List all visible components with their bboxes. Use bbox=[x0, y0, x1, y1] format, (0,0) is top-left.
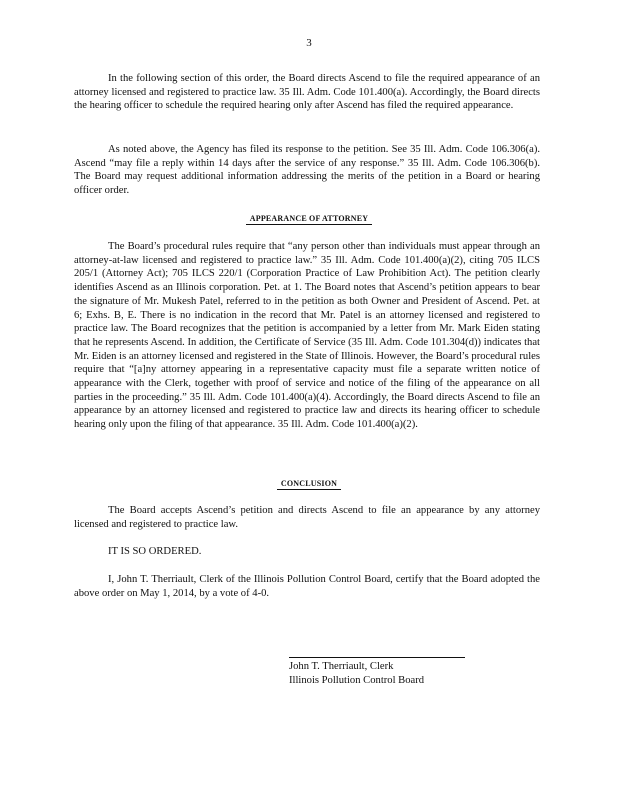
section-heading-conclusion bbox=[0, 479, 618, 488]
signature-organization: Illinois Pollution Control Board bbox=[289, 675, 425, 686]
signature-line bbox=[289, 657, 465, 658]
heading-text: APPEARANCE OF ATTORNEY bbox=[246, 214, 372, 225]
paragraph-procedural-rules: The Board’s procedural rules require that “any person other than individuals must appear through an attorney-at-law licensed and registered to practice law.” 35 Ill. Adm. Code 101.400(a)(2), citing 705 ILCS 205/1 (Attorney Act); 705 ILCS 220/1 (Corporation Practice of Law Prohibition Act). The petition clearly identifies Ascend as an Illinois corporation. Pet. at 1. The Board notes that Ascend’s petition appears to bear the signature of Mr. Mukesh Patel, referred to in the petition as both Owner and President of Ascend. Pet. at 6; Exhs. B, E. There is no indication in the record that Mr. Patel is an attorney licensed and registered to practice law. The Board recognizes that the petition is accompanied by a letter from Mr. Mark Eiden stating that he represents Ascend. In addition, the Certificate of Service (35 Ill. Adm. Code 101.304(d)) indicates that Mr. Eiden is an attorney licensed and registered in the State of Illinois. However, the Board’s procedural rules require that “[a]ny attorney appearing in a representative capacity must file a separate written notice of appearance with the Clerk, together with proof of service and notice of the filing of the appearance on all parties in the proceeding.” 35 Ill. Adm. Code 101.400(a)(4). Accordingly, the Board directs Ascend to file an appearance by an attorney licensed and registered to practice law and directs its hearing officer to schedule hearing only upon the filing of that appearance. 35 Ill. Adm. Code 101.400(a)(2). bbox=[74, 241, 540, 431]
page-number: 3 bbox=[306, 37, 312, 49]
paragraph-appearance-directive: In the following section of this order, the Board directs Ascend to file the required appearance of an attorney licensed and registered to practice law. 35 Ill. Adm. Code 101.400(a). Accordingly, the Board directs the hearing officer to schedule the required hearing only after Ascend has filed the required appearance. bbox=[74, 73, 540, 112]
paragraph-conclusion: The Board accepts Ascend’s petition and directs Ascend to file an appearance by any attorney licensed and registered to practice law. bbox=[74, 505, 540, 530]
so-ordered: IT IS SO ORDERED. bbox=[108, 546, 202, 557]
signature-name: John T. Therriault, Clerk bbox=[289, 661, 394, 672]
clerk-certification: I, John T. Therriault, Clerk of the Illinois Pollution Control Board, certify that the Board adopted the above order on May 1, 2014, by a vote of 4-0. bbox=[74, 574, 540, 599]
paragraph-agency-response: As noted above, the Agency has filed its response to the petition. See 35 Ill. Adm. Code 106.306(a). Ascend “may file a reply within 14 days after the service of any response.” 35 Ill. Adm. Code 106.306(b). The Board may request additional information addressing the merits of the petition in a Board or hearing officer order. bbox=[74, 144, 540, 197]
section-heading-appearance bbox=[0, 214, 618, 223]
heading-text: CONCLUSION bbox=[277, 479, 341, 490]
